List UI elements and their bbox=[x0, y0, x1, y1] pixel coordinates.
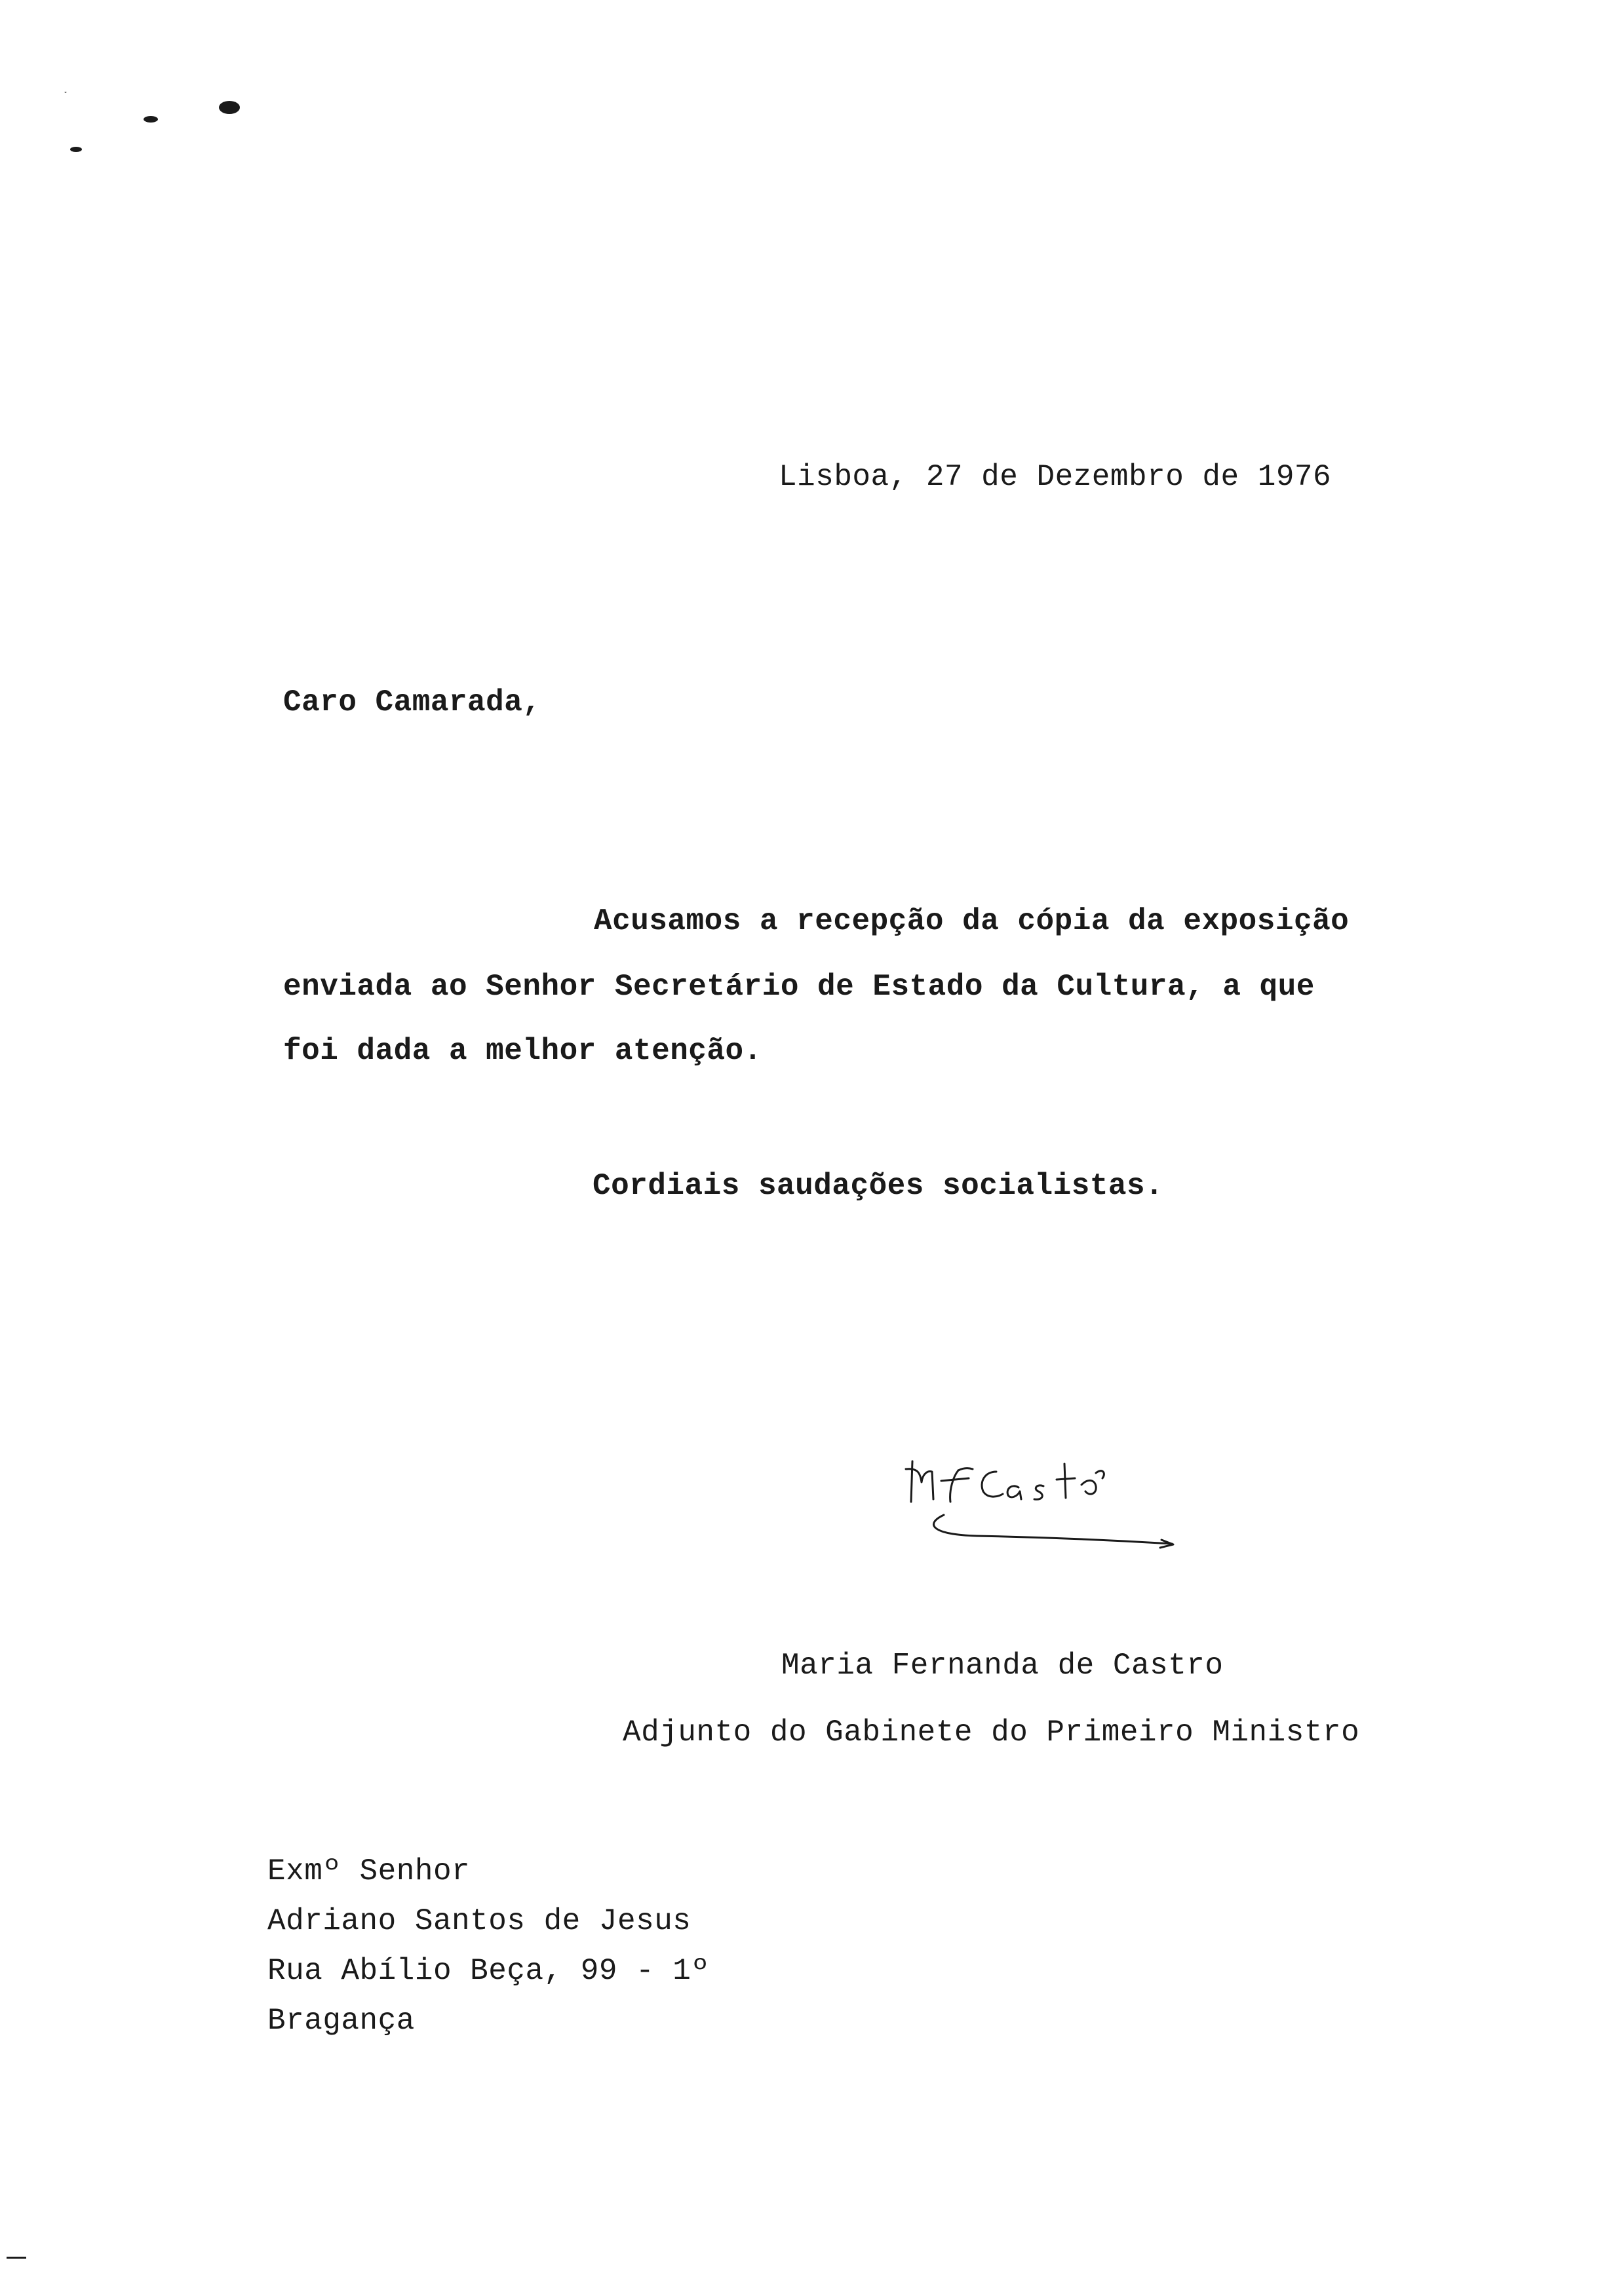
recipient-line-1: Exmº Senhor bbox=[267, 1854, 471, 1888]
body-line-3: foi dada a melhor atenção. bbox=[283, 1034, 762, 1068]
recipient-line-2: Adriano Santos de Jesus bbox=[267, 1904, 691, 1938]
signer-role: Adjunto do Gabinete do Primeiro Ministro bbox=[623, 1715, 1360, 1750]
signer-name: Maria Fernanda de Castro bbox=[781, 1649, 1224, 1683]
scan-edge-mark bbox=[7, 2254, 33, 2261]
closing-line: Cordiais saudações socialistas. bbox=[593, 1169, 1164, 1203]
body-line-1: Acusamos a recepção da cópia da exposição bbox=[594, 904, 1350, 938]
scan-speck-marks bbox=[59, 92, 256, 183]
date-line: Lisboa, 27 de Dezembro de 1976 bbox=[779, 460, 1332, 494]
recipient-line-3: Rua Abílio Beça, 99 - 1º bbox=[267, 1954, 710, 1988]
handwritten-signature bbox=[898, 1442, 1186, 1559]
salutation: Caro Camarada, bbox=[283, 685, 541, 719]
body-line-2: enviada ao Senhor Secretário de Estado da Cultura, a que bbox=[283, 970, 1315, 1004]
recipient-line-4: Bragança bbox=[267, 2004, 415, 2038]
